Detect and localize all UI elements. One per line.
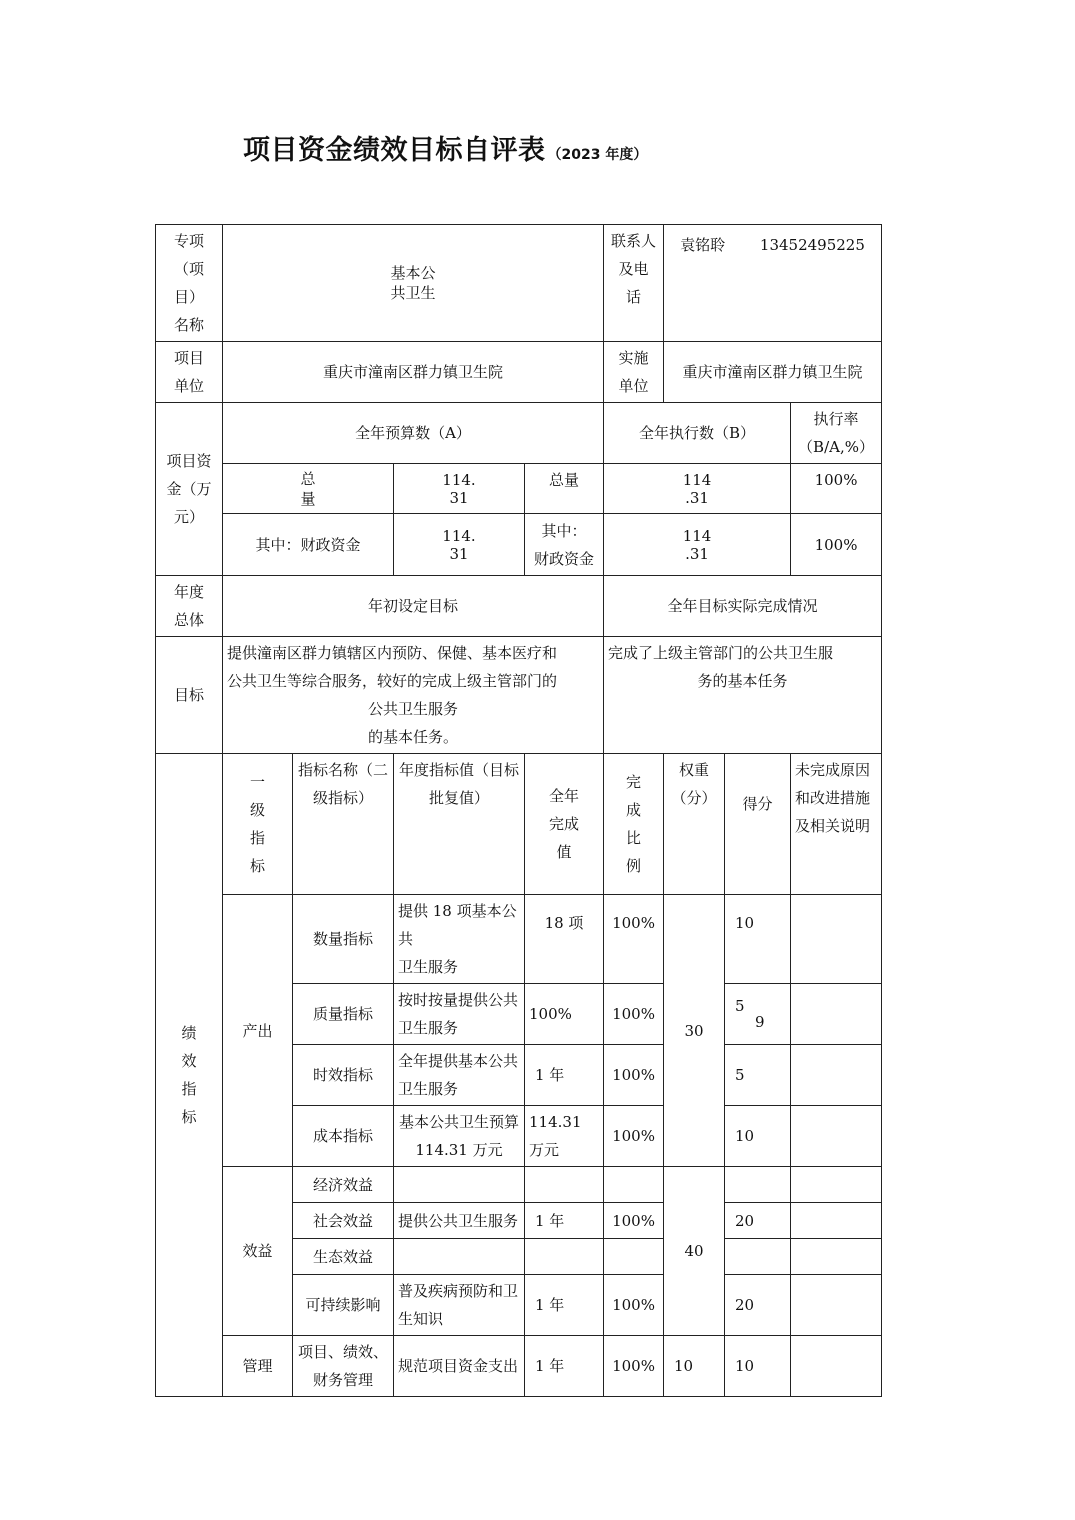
- output-target: 全年提供基本公共卫生服务: [394, 1045, 525, 1106]
- hdr-ratio: 完成比例: [604, 754, 664, 895]
- goals-actual-header: 全年目标实际完成情况: [604, 576, 882, 637]
- output-actual: 114.31 万元: [525, 1106, 604, 1167]
- project-name-value: 基本公 共卫生: [223, 225, 604, 342]
- hdr-notes: 未完成原因和改进措施及相关说明: [791, 754, 882, 895]
- benefit-target: [394, 1167, 525, 1203]
- total-rate: 100%: [791, 464, 882, 514]
- benefit-actual: [525, 1167, 604, 1203]
- project-unit-value: 重庆市潼南区群力镇卫生院: [223, 342, 604, 403]
- output-target: 提供 18 项基本公共 卫生服务: [394, 895, 525, 984]
- total-label: 总 量: [223, 464, 394, 514]
- benefit-target: 提供公共卫生服务: [394, 1203, 525, 1239]
- output-actual: 18 项: [525, 895, 604, 984]
- total-budget: 114. 31: [394, 464, 525, 514]
- output-name: 时效指标: [293, 1045, 394, 1106]
- output-target: 按时按量提供公共卫生服务: [394, 984, 525, 1045]
- fiscal-rate: 100%: [791, 514, 882, 576]
- benefit-name: 生态效益: [293, 1239, 394, 1275]
- benefit-target: 普及疾病预防和卫生知识: [394, 1275, 525, 1336]
- title-year: （2023 年度）: [547, 147, 648, 163]
- output-weight: 30: [664, 895, 725, 1167]
- fiscal-budget: 114. 31: [394, 514, 525, 576]
- hdr-level2: 指标名称（二级指标）: [293, 754, 394, 895]
- output-actual: 100%: [525, 984, 604, 1045]
- benefit-score: [725, 1239, 791, 1275]
- funds-label: 项目资金（万元）: [156, 403, 223, 576]
- benefit-target: [394, 1239, 525, 1275]
- contact-label: 联系人 及电 话: [604, 225, 664, 342]
- benefit-score: [725, 1167, 791, 1203]
- benefit-score: 20: [725, 1275, 791, 1336]
- output-name: 质量指标: [293, 984, 394, 1045]
- page-title: [243, 128, 647, 167]
- fiscal-label: 其中：财政资金: [223, 514, 394, 576]
- hdr-weight: 权重（分）: [664, 754, 725, 895]
- total-exec: 114 .31: [604, 464, 791, 514]
- benefit-ratio: 100%: [604, 1275, 664, 1336]
- rate-header: 执行率 （B/A,%）: [791, 403, 882, 464]
- output-score: 5 9: [725, 984, 791, 1045]
- management-weight: 10: [664, 1336, 725, 1397]
- benefit-notes: [791, 1275, 882, 1336]
- output-notes: [791, 984, 882, 1045]
- output-notes: [791, 1045, 882, 1106]
- budget-header: 全年预算数（A）: [223, 403, 604, 464]
- benefit-ratio: [604, 1239, 664, 1275]
- benefit-name: 经济效益: [293, 1167, 394, 1203]
- goals-label-top: 年度 总体: [156, 576, 223, 637]
- output-notes: [791, 1106, 882, 1167]
- impl-unit-label: 实施 单位: [604, 342, 664, 403]
- impl-unit-value: 重庆市潼南区群力镇卫生院: [664, 342, 882, 403]
- management-actual: 1 年: [525, 1336, 604, 1397]
- goals-set-text: 提供潼南区群力镇辖区内预防、保健、基本医疗和 公共卫生等综合服务，较好的完成上级主管部门的 公共卫生服务 的基本任务。: [223, 637, 604, 754]
- benefit-label: 效益: [223, 1167, 293, 1336]
- goals-set-header: 年初设定目标: [223, 576, 604, 637]
- management-target: 规范项目资金支出: [394, 1336, 525, 1397]
- management-name: 项目、绩效、财务管理: [293, 1336, 394, 1397]
- hdr-level1: 一级指标: [223, 754, 293, 895]
- benefit-notes: [791, 1239, 882, 1275]
- goals-label-bottom: 目标: [156, 637, 223, 754]
- benefit-ratio: [604, 1167, 664, 1203]
- fiscal-exec-label: 其中： 财政资金: [525, 514, 604, 576]
- output-ratio: 100%: [604, 895, 664, 984]
- output-score: 10: [725, 895, 791, 984]
- hdr-score: 得分: [725, 754, 791, 895]
- fiscal-exec: 114 .31: [604, 514, 791, 576]
- output-actual: 1 年: [525, 1045, 604, 1106]
- benefit-actual: 1 年: [525, 1203, 604, 1239]
- exec-header: 全年执行数（B）: [604, 403, 791, 464]
- output-target: 基本公共卫生预算 114.31 万元: [394, 1106, 525, 1167]
- project-unit-label: 项目 单位: [156, 342, 223, 403]
- benefit-notes: [791, 1167, 882, 1203]
- project-name-label: 专项（项目）名称: [156, 225, 223, 342]
- contact-value: 袁铭聆 13452495225: [664, 225, 882, 342]
- hdr-target: 年度指标值（目标批复值）: [394, 754, 525, 895]
- benefit-actual: 1 年: [525, 1275, 604, 1336]
- output-name: 数量指标: [293, 895, 394, 984]
- management-ratio: 100%: [604, 1336, 664, 1397]
- benefit-weight: 40: [664, 1167, 725, 1336]
- benefit-score: 20: [725, 1203, 791, 1239]
- hdr-actual: 全年完成值: [525, 754, 604, 895]
- management-score: 10: [725, 1336, 791, 1397]
- benefit-notes: [791, 1203, 882, 1239]
- total-exec-label: 总量: [525, 464, 604, 514]
- benefit-name: 社会效益: [293, 1203, 394, 1239]
- output-score: 10: [725, 1106, 791, 1167]
- output-ratio: 100%: [604, 1045, 664, 1106]
- management-label: 管理: [223, 1336, 293, 1397]
- output-notes: [791, 895, 882, 984]
- output-score: 5: [725, 1045, 791, 1106]
- evaluation-table: [155, 224, 882, 1397]
- benefit-ratio: 100%: [604, 1203, 664, 1239]
- output-ratio: 100%: [604, 984, 664, 1045]
- output-name: 成本指标: [293, 1106, 394, 1167]
- title-main: 项目资金绩效目标自评表: [243, 135, 546, 166]
- output-ratio: 100%: [604, 1106, 664, 1167]
- benefit-name: 可持续影响: [293, 1275, 394, 1336]
- output-label: 产出: [223, 895, 293, 1167]
- indicators-label: 绩效指标: [156, 754, 223, 1397]
- goals-actual-text: 完成了上级主管部门的公共卫生服 务的基本任务: [604, 637, 882, 754]
- management-notes: [791, 1336, 882, 1397]
- benefit-actual: [525, 1239, 604, 1275]
